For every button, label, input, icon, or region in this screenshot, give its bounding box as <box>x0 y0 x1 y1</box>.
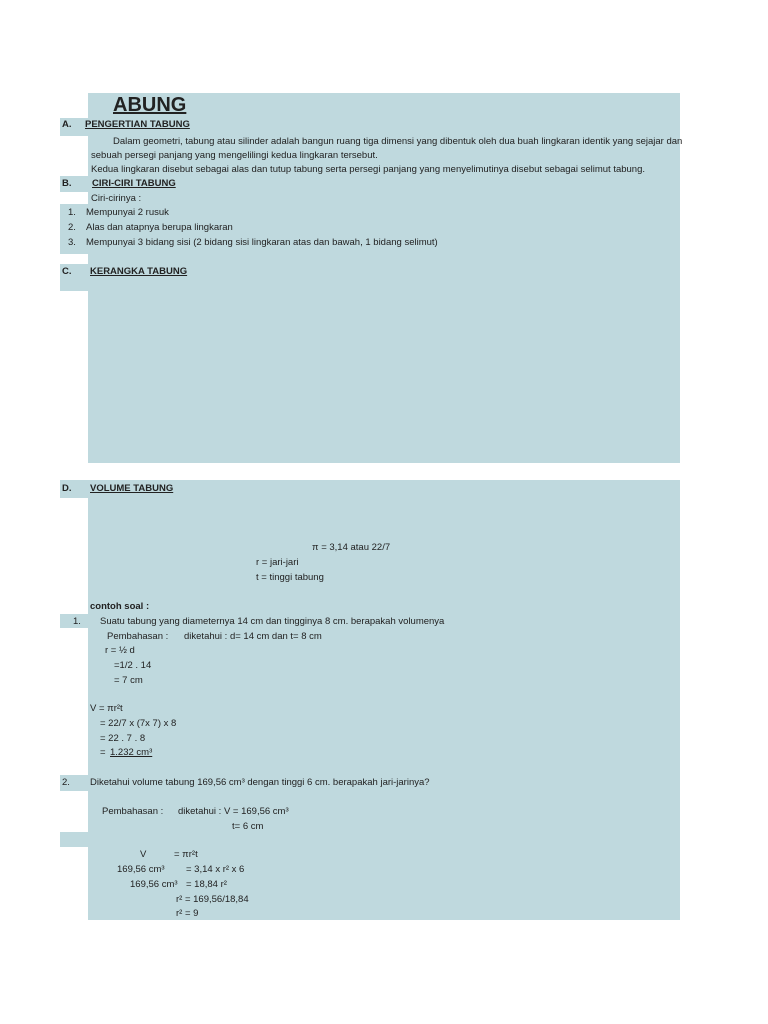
example-1-question: Suatu tabung yang diameternya 14 cm dan tingginya 8 cm. berapakah volumenya <box>100 616 445 627</box>
example-2-step-3-right: = 18,84 r² <box>186 879 227 890</box>
list-item-number: 2. <box>68 222 76 233</box>
section-a-paragraph-line-3: Kedua lingkaran disebut sebagai alas dan tutup tabung serta persegi panjang yang menyelimutinya disebut sebagai selimut tabung. <box>91 164 646 175</box>
example-1-volume-step-1: = 22/7 x (7x 7) x 8 <box>100 718 177 729</box>
example-2-diketahui: diketahui : V = 169,56 cm³ <box>178 806 289 817</box>
section-a-paragraph-line-1: Dalam geometri, tabung atau silinder adalah bangun ruang tiga dimensi yang dibentuk oleh dua buah lingkaran identik yang sejajar dan <box>113 136 683 147</box>
left-margin-band-h <box>60 832 90 847</box>
pi-definition: π = 3,14 atau 22/7 <box>312 542 391 553</box>
example-1-volume-step-2: = 22 . 7 . 8 <box>100 733 146 744</box>
section-a-paragraph-line-2: sebuah persegi panjang yang mengelilingi kedua lingkaran tersebut. <box>91 150 378 161</box>
list-item-number: 1. <box>68 207 76 218</box>
example-2-step-2-left: 169,56 cm³ <box>117 864 165 875</box>
example-2-number: 2. <box>62 777 70 788</box>
example-2-step-1-right: = πr²t <box>174 849 198 860</box>
list-item: Alas dan atapnya berupa lingkaran <box>86 222 233 233</box>
example-1-pembahasan: Pembahasan : <box>107 631 169 642</box>
example-2-question: Diketahui volume tabung 169,56 cm³ dengan tinggi 6 cm. berapakah jari-jarinya? <box>90 777 430 788</box>
section-a-heading: PENGERTIAN TABUNG <box>85 119 190 130</box>
list-item-number: 3. <box>68 237 76 248</box>
example-1-diketahui: diketahui : d= 14 cm dan t= 8 cm <box>184 631 322 642</box>
page-background-top <box>88 93 683 463</box>
example-1-step-2: =1/2 . 14 <box>114 660 152 671</box>
example-2-step-3-left: 169,56 cm³ <box>130 879 178 890</box>
section-b-intro: Ciri-cirinya : <box>91 193 142 204</box>
section-c-heading: KERANGKA TABUNG <box>90 266 188 277</box>
example-1-number: 1. <box>73 616 81 627</box>
example-2-pembahasan: Pembahasan : <box>102 806 164 817</box>
section-c-letter: C. <box>62 266 72 277</box>
t-definition: t = tinggi tabung <box>256 572 324 583</box>
section-a-letter: A. <box>62 119 72 130</box>
example-heading: contoh soal : <box>90 601 150 612</box>
example-1-volume-formula: V = πr²t <box>90 703 123 714</box>
example-2-step-1-left: V <box>140 849 147 860</box>
r-definition: r = jari-jari <box>256 557 299 568</box>
section-d-heading: VOLUME TABUNG <box>90 483 174 494</box>
example-2-step-2-right: = 3,14 x r² x 6 <box>186 864 245 875</box>
section-b-heading: CIRI-CIRI TABUNG <box>92 178 176 189</box>
list-item: Mempunyai 3 bidang sisi (2 bidang sisi lingkaran atas dan bawah, 1 bidang selimut) <box>86 237 438 248</box>
section-d-letter: D. <box>62 483 72 494</box>
example-1-step-3: = 7 cm <box>114 675 143 686</box>
page-title: ABUNG <box>113 94 187 116</box>
example-2-step-4: r² = 169,56/18,84 <box>176 894 249 905</box>
example-1-equals: = <box>100 747 106 758</box>
example-2-diketahui-t: t= 6 cm <box>232 821 264 832</box>
list-item: Mempunyai 2 rusuk <box>86 207 169 218</box>
example-2-step-5: r² = 9 <box>176 908 199 919</box>
example-1-step-1: r = ½ d <box>105 645 135 656</box>
example-1-answer: 1.232 cm³ <box>110 747 153 758</box>
section-b-letter: B. <box>62 178 72 189</box>
